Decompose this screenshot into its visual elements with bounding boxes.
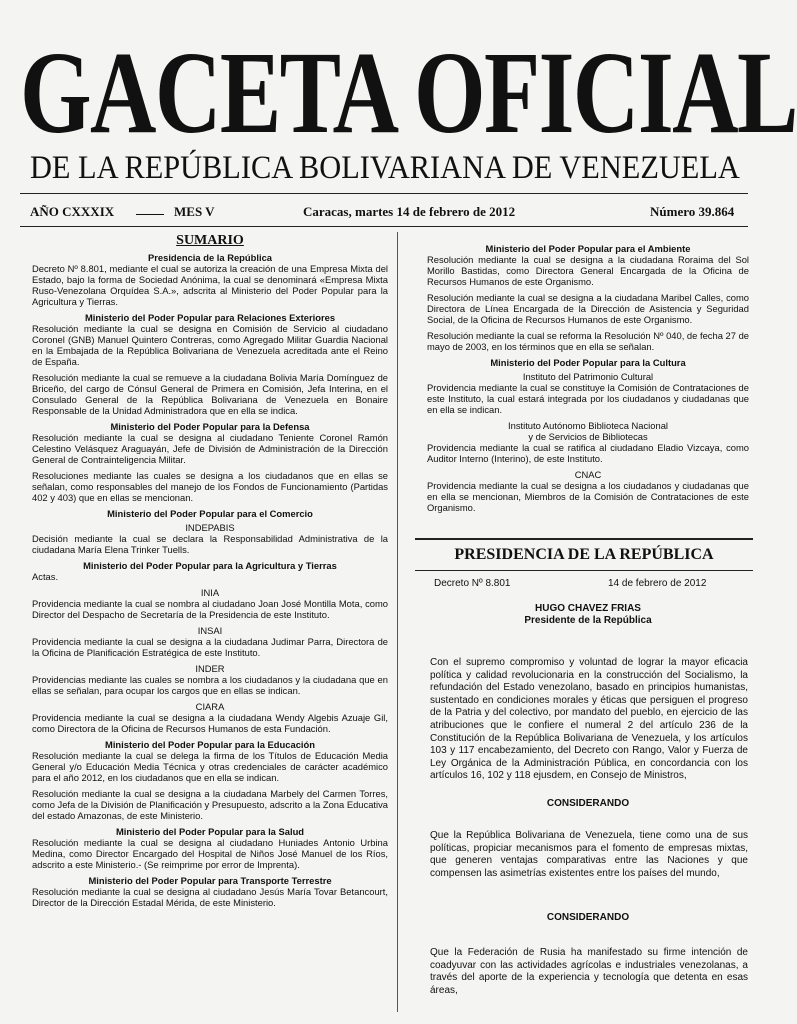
sumario-entry: Providencia mediante la cual se ratifica al ciudadano Eladio Vizcaya, como Auditor Interno (Interino), de este Instituto. — [427, 442, 749, 464]
sumario-entity-name: INIA — [200, 587, 220, 598]
pres-rule-top — [415, 538, 753, 540]
signer-name: HUGO CHAVEZ FRIAS — [535, 603, 641, 614]
decree-preamble: Con el supremo compromiso y voluntad de lograr la mayor eficacia política y calidad revolucionaria en la construcción del Socialismo, la refundación del Estado venezolano, basado en principios humanistas, sustentado en condiciones morales y éticas que persiguen el progreso de la Patria y del colectivo, por mandato del pueblo, en ejercicio de las atribuciones que le confiere el numeral 2 del artículo 236 de la Constitución de la República Bolivariana de Venezuela, y los artículos 103 y 117 encabezamiento, del Decreto con Rango, Valor y Fuerza de Ley Orgánica de la Administración Pública, en concordancia con los artículos 16, 102 y 118 ejusdem, en Consejo de Ministros, — [430, 657, 748, 782]
sumario-section-heading: Ministerio del Poder Popular para Transporte Terrestre — [88, 875, 332, 886]
sumario-heading: SUMARIO — [176, 233, 244, 248]
sumario-entry: Decreto Nº 8.801, mediante el cual se autoriza la creación de una Empresa Mixta del Estado, bajo la forma de Sociedad Anónima, la cual se denominará «Empresa Mixta Ruso-Venezolana Orquídea S.A.», adscrita al Ministerio del Poder Popular para la Agricultura y Tierras. — [32, 263, 388, 307]
sumario-entry: Resolución mediante la cual se designa a la ciudadana Roraima del Sol Morillo Bastidas, como Directora General Encargada de la Oficina de Recursos Humanos de este Organismo. — [427, 254, 749, 287]
issue-dash — [136, 214, 164, 215]
sumario-entity-name: INDEPABIS — [185, 522, 235, 533]
sumario-column-right — [427, 240, 749, 518]
sumario-section-heading: Ministerio del Poder Popular para la Educación — [105, 739, 315, 750]
sumario-entity-name: INDER — [195, 663, 225, 674]
considerando-heading-2: CONSIDERANDO — [546, 912, 630, 923]
sumario-entry: Providencia mediante la cual se nombra al ciudadano Joan José Montilla Mota, como Director del Despacho de Secretaría de la Presidencia de este Instituto. — [32, 598, 388, 620]
masthead-subtitle: DE LA REPÚBLICA BOLIVARIANA DE VENEZUELA — [30, 150, 740, 186]
issue-date: Caracas, martes 14 de febrero de 2012 — [303, 204, 516, 219]
sumario-section-heading: Presidencia de la República — [147, 252, 272, 263]
sumario-entity-name: CNAC — [574, 469, 602, 480]
sumario-section-heading: Ministerio del Poder Popular para el Ambiente — [485, 243, 691, 254]
sumario-entry: Providencia mediante la cual se designa a los ciudadanos y ciudadanas que en ella se mencionan, Miembros de la Comisión de Contrataciones de este Organismo. — [427, 480, 749, 513]
sumario-entry: Actas. — [32, 571, 59, 582]
issue-year: AÑO CXXXIX — [30, 204, 115, 219]
sumario-entry: Resolución mediante la cual se remueve a la ciudadana Bolivia María Domínguez de Briceño, del cargo de Cónsul General de Primera en Comisión, Jefa Interina, en el Consulado General de la República Bolivariana de Venezuela en Bonaire Responsable de la Unidad Administradora que en ella se indica. — [32, 372, 388, 416]
sumario-entry: Providencia mediante la cual se constituye la Comisión de Contrataciones de este Instituto, la cual estará integrada por los ciudadanos y ciudadanas que en ella se indican. — [427, 382, 749, 415]
sumario-column — [32, 235, 388, 913]
issue-month: MES V — [174, 204, 215, 219]
column-divider — [397, 232, 398, 1012]
considerando-heading-1: CONSIDERANDO — [546, 798, 630, 809]
sumario-entity-name: CIARA — [195, 701, 225, 712]
decree-date: 14 de febrero de 2012 — [608, 578, 707, 589]
sumario-section-heading: Ministerio del Poder Popular para la Cultura — [490, 357, 686, 368]
sumario-section-heading: Ministerio del Poder Popular para la Agricultura y Tierras — [83, 560, 337, 571]
sumario-entity-name: Instituto Autónomo Biblioteca Nacional y de Servicios de Bibliotecas — [508, 420, 668, 442]
decree-number: Decreto Nº 8.801 — [434, 578, 511, 589]
sumario-entry: Decisión mediante la cual se declara la Responsabilidad Administrativa de la ciudadana María Elena Trinker Tuells. — [32, 533, 388, 555]
sumario-section-heading: Ministerio del Poder Popular para Relaciones Exteriores — [84, 312, 336, 323]
sumario-list-right — [427, 243, 749, 513]
issue-number: Número 39.864 — [650, 204, 735, 219]
sumario-entry: Resolución mediante la cual se designa a la ciudadana Marbely del Carmen Torres, como Jefa de la División de Planificación y Presupuesto, adscrito a la Zona Educativa del estado Amazonas, de este Ministerio. — [32, 788, 388, 821]
presidencia-heading: PRESIDENCIA DE LA REPÚBLICA — [454, 546, 714, 563]
sumario-section-heading: Ministerio del Poder Popular para la Salud — [115, 826, 305, 837]
sumario-section-heading: Ministerio del Poder Popular para la Defensa — [110, 421, 310, 432]
sumario-entity-name: INSAI — [197, 625, 223, 636]
sumario-entry: Resolución mediante la cual se designa a la ciudadana Maribel Calles, como Directora de Línea Encargada de la Dirección de Asistencia y Seguridad Social, de la Oficina de Recursos Humanos de este Organismo. — [427, 292, 749, 325]
sumario-entry: Resolución mediante la cual se designa al ciudadano Huniades Antonio Urbina Medina, como Director Encargado del Hospital de Niños José Manuel de los Ríos, adscrito a este Ministerio.- (Se reimprime por error de Imprenta). — [32, 837, 388, 870]
sumario-entry: Resolución mediante la cual se designa al ciudadano Jesús María Tovar Betancourt, Director de la Dirección Estadal Mérida, de este Ministerio. — [32, 886, 388, 908]
sumario-entry: Resolución mediante la cual se designa en Comisión de Servicio al ciudadano Coronel (GNB) Manuel Quintero Contreras, como Agregado Militar Guardia Nacional en la Embajada de la República Bolivariana de Venezuela acreditada ante el Reino de España. — [32, 323, 388, 367]
sumario-entity-name: Instituto del Patrimonio Cultural — [522, 371, 654, 382]
sumario-list — [32, 252, 388, 908]
considerando-text-2: Que la Federación de Rusia ha manifestado su firme intención de coadyuvar con las actividades agrícolas e industriales venezolanas, a través del aporte de la experiencia y tecnología que detenta en esas áreas, — [430, 947, 748, 996]
sumario-entry: Resolución mediante la cual se designa al ciudadano Teniente Coronel Ramón Celestino Velásquez Araguayán, Jefe de División de Administración de la Dirección General de Contrainteligencia Militar. — [32, 432, 388, 465]
pres-rule-bottom — [415, 570, 753, 571]
signer-title: Presidente de la República — [524, 615, 652, 626]
considerando-text-1: Que la República Bolivariana de Venezuela, tiene como una de sus políticas, propiciar mecanismos para el fomento de empresas mixtas, que generen ventajas comparativas entre las Naciones y que compensen las asimetrías existentes entre los países del mundo, — [430, 830, 748, 879]
sumario-entry: Providencias mediante las cuales se nombra a los ciudadanos y la ciudadana que en ellas se señalan, para ocupar los cargos que en ellas se indican. — [32, 674, 388, 696]
sumario-entry: Resoluciones mediante las cuales se designa a los ciudadanos que en ellas se señalan, como responsables del manejo de los Fondos de Funcionamiento (Partidas 402 y 403) que en ellas se mencionan. — [32, 470, 388, 503]
masthead-title: GACETA OFICIAL — [20, 27, 797, 158]
sumario-entry: Providencia mediante la cual se designa a la ciudadana Wendy Algebis Azuaje Gil, como Directora de la Oficina de Recursos Humanos de esta Fundación. — [32, 712, 388, 734]
header-rule-top — [20, 193, 748, 194]
sumario-entry: Resolución mediante la cual se delega la firma de los Títulos de Educación Media General y/o Educación Media Técnica y otras credenciales de carácter académico para el año 2012, en los ciudadanos que en ella se indican. — [32, 750, 388, 783]
sumario-entry: Providencia mediante la cual se designa a la ciudadana Judimar Parra, Directora de la Oficina de Planificación Estratégica de este Instituto. — [32, 636, 388, 658]
header-rule-bottom — [20, 226, 748, 227]
sumario-section-heading: Ministerio del Poder Popular para el Comercio — [107, 508, 313, 519]
sumario-entry: Resolución mediante la cual se reforma la Resolución Nº 040, de fecha 27 de mayo de 2003, en los términos que en ella se señalan. — [427, 330, 749, 352]
